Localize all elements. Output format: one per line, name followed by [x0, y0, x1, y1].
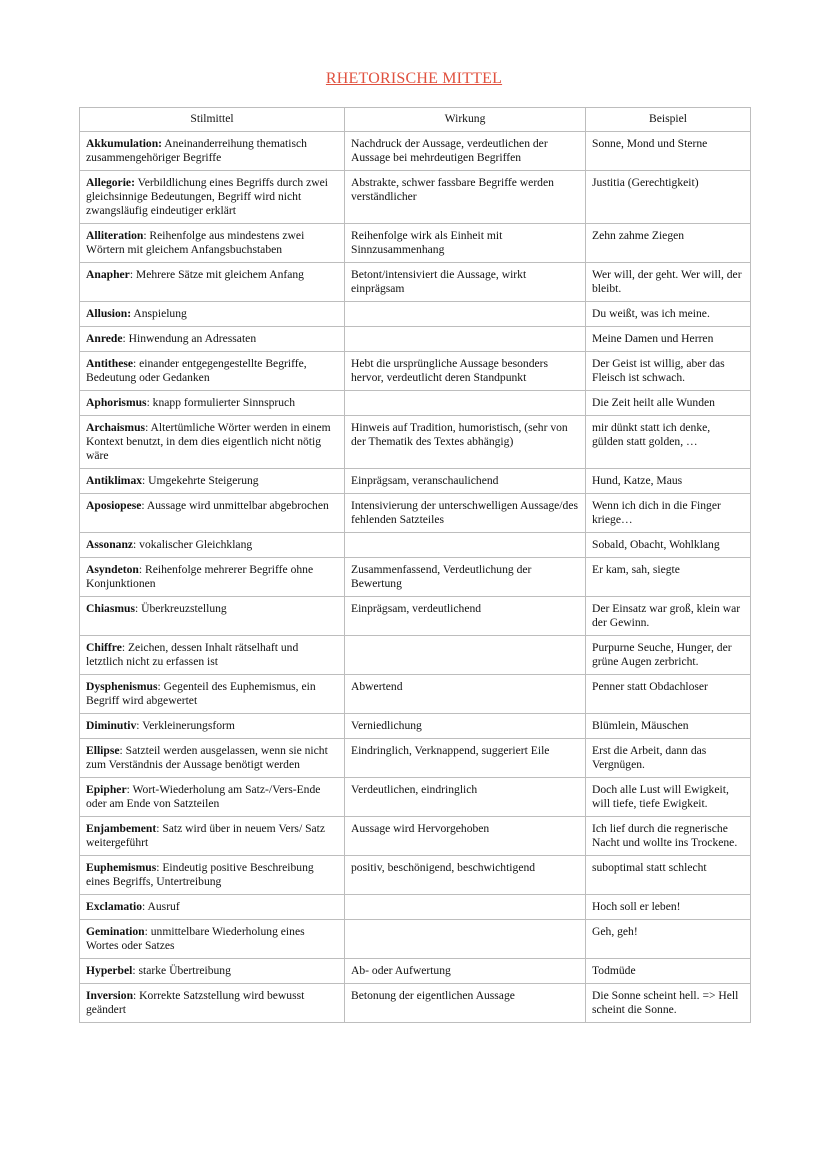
stilmittel-term: Enjambement [86, 822, 157, 835]
stilmittel-term: Asyndeton [86, 563, 139, 576]
stilmittel-cell [80, 675, 345, 714]
stilmittel-term: Allusion: [86, 307, 132, 320]
stilmittel-term: Chiasmus [86, 602, 135, 615]
beispiel-cell: suboptimal statt schlecht [586, 856, 751, 895]
stilmittel-cell [80, 302, 345, 327]
stilmittel-description: : Altertümliche Wörter werden in einem Kontext benutzt, in dem dies eigentlich nicht nötig wäre [86, 421, 331, 462]
table-row [80, 352, 751, 391]
stilmittel-description: Anspielung [131, 307, 187, 320]
table-row [80, 224, 751, 263]
wirkung-cell: Einprägsam, veranschaulichend [345, 469, 586, 494]
stilmittel-description: : Umgekehrte Steigerung [142, 474, 259, 487]
wirkung-cell: Betonung der eigentlichen Aussage [345, 984, 586, 1023]
table-row [80, 636, 751, 675]
stilmittel-term: Gemination [86, 925, 145, 938]
stilmittel-cell [80, 469, 345, 494]
beispiel-cell: Wenn ich dich in die Finger kriege… [586, 494, 751, 533]
stilmittel-cell [80, 959, 345, 984]
stilmittel-description: : Korrekte Satzstellung wird bewusst geändert [86, 989, 305, 1016]
stilmittel-description: : Reihenfolge aus mindestens zwei Wörtern mit gleichem Anfangsbuchstaben [86, 229, 305, 256]
wirkung-cell [345, 533, 586, 558]
stilmittel-term: Allegorie: [86, 176, 135, 189]
stilmittel-term: Dysphenismus [86, 680, 158, 693]
beispiel-cell: Penner statt Obdachloser [586, 675, 751, 714]
beispiel-cell: Geh, geh! [586, 920, 751, 959]
stilmittel-description: : unmittelbare Wiederholung eines Wortes oder Satzes [86, 925, 305, 952]
stilmittel-description: : Satz wird über in neuem Vers/ Satz weitergeführt [86, 822, 326, 849]
page-title: RHETORISCHE MITTEL [325, 70, 503, 87]
wirkung-cell [345, 636, 586, 675]
stilmittel-cell [80, 416, 345, 469]
stilmittel-cell [80, 533, 345, 558]
stilmittel-description: Verbildlichung eines Begriffs durch zwei gleichsinnige Bedeutungen, Begriff wird nicht zwangsläufig eindeutiger erklärt [86, 176, 329, 217]
beispiel-cell: Hund, Katze, Maus [586, 469, 751, 494]
beispiel-cell: Du weißt, was ich meine. [586, 302, 751, 327]
stilmittel-description: : Wort-Wiederholung am Satz-/Vers-Ende oder am Ende von Satzteilen [86, 783, 321, 810]
header-wirkung: Wirkung [345, 108, 586, 132]
table-row [80, 959, 751, 984]
stilmittel-description: : Verkleinerungsform [136, 719, 235, 732]
stilmittel-description: : Satzteil werden ausgelassen, wenn sie nicht zum Verständnis der Aussage benötigt werden [86, 744, 328, 771]
beispiel-cell: Hoch soll er leben! [586, 895, 751, 920]
stilmittel-term: Epipher [86, 783, 127, 796]
wirkung-cell: Eindringlich, Verknappend, suggeriert Eile [345, 739, 586, 778]
wirkung-cell: Reihenfolge wirk als Einheit mit Sinnzusammenhang [345, 224, 586, 263]
beispiel-cell: Der Geist ist willig, aber das Fleisch ist schwach. [586, 352, 751, 391]
beispiel-cell: Justitia (Gerechtigkeit) [586, 171, 751, 224]
stilmittel-description: : Zeichen, dessen Inhalt rätselhaft und letztlich nicht zu erfassen ist [86, 641, 299, 668]
stilmittel-description: : Ausruf [142, 900, 180, 913]
wirkung-cell: Aussage wird Hervorgehoben [345, 817, 586, 856]
header-beispiel: Beispiel [586, 108, 751, 132]
header-stilmittel: Stilmittel [80, 108, 345, 132]
table-row [80, 675, 751, 714]
stilmittel-description: : Mehrere Sätze mit gleichem Anfang [129, 268, 304, 281]
stilmittel-cell [80, 558, 345, 597]
table-row [80, 391, 751, 416]
stilmittel-cell [80, 636, 345, 675]
beispiel-cell: Doch alle Lust will Ewigkeit, will tiefe, tiefe Ewigkeit. [586, 778, 751, 817]
stilmittel-term: Akkumulation: [86, 137, 163, 150]
stilmittel-description: : Aussage wird unmittelbar abgebrochen [141, 499, 329, 512]
stilmittel-description: : knapp formulierter Sinnspruch [146, 396, 295, 409]
beispiel-cell: Sobald, Obacht, Wohlklang [586, 533, 751, 558]
wirkung-cell: positiv, beschönigend, beschwichtigend [345, 856, 586, 895]
stilmittel-cell [80, 327, 345, 352]
stilmittel-term: Euphemismus [86, 861, 157, 874]
stilmittel-cell [80, 171, 345, 224]
table-row [80, 920, 751, 959]
stilmittel-term: Antiklimax [86, 474, 143, 487]
stilmittel-cell [80, 263, 345, 302]
stilmittel-cell [80, 984, 345, 1023]
wirkung-cell: Zusammenfassend, Verdeutlichung der Bewertung [345, 558, 586, 597]
table-row [80, 132, 751, 171]
stilmittel-term: Inversion [86, 989, 134, 1002]
stilmittel-description: : starke Übertreibung [132, 964, 231, 977]
rhetoric-table [79, 107, 751, 1023]
beispiel-cell: Meine Damen und Herren [586, 327, 751, 352]
stilmittel-cell [80, 224, 345, 263]
stilmittel-term: Chiffre [86, 641, 122, 654]
table-row [80, 302, 751, 327]
stilmittel-description: : Überkreuzstellung [134, 602, 227, 615]
stilmittel-term: Aposiopese [86, 499, 142, 512]
beispiel-cell: Er kam, sah, siegte [586, 558, 751, 597]
beispiel-cell: Der Einsatz war groß, klein war der Gewinn. [586, 597, 751, 636]
beispiel-cell: Wer will, der geht. Wer will, der bleibt. [586, 263, 751, 302]
stilmittel-cell [80, 132, 345, 171]
stilmittel-term: Aphorismus [86, 396, 147, 409]
wirkung-cell: Abwertend [345, 675, 586, 714]
stilmittel-cell [80, 494, 345, 533]
stilmittel-description: Aneinanderreihung thematisch zusammengehöriger Begriffe [86, 137, 307, 164]
table-row [80, 817, 751, 856]
stilmittel-description: : Reihenfolge mehrerer Begriffe ohne Konjunktionen [86, 563, 314, 590]
beispiel-cell: Ich lief durch die regnerische Nacht und wollte ins Trockene. [586, 817, 751, 856]
table-row [80, 327, 751, 352]
table-body [80, 132, 751, 1023]
beispiel-cell: Todmüde [586, 959, 751, 984]
stilmittel-description: : Eindeutig positive Beschreibung eines Begriffs, Untertreibung [86, 861, 314, 888]
stilmittel-description: : Hinwendung an Adressaten [122, 332, 257, 345]
wirkung-cell: Intensivierung der unterschwelligen Aussage/des fehlenden Satzteiles [345, 494, 586, 533]
stilmittel-cell [80, 895, 345, 920]
stilmittel-term: Archaismus [86, 421, 146, 434]
stilmittel-cell [80, 739, 345, 778]
stilmittel-cell [80, 352, 345, 391]
wirkung-cell: Betont/intensiviert die Aussage, wirkt einprägsam [345, 263, 586, 302]
stilmittel-cell [80, 920, 345, 959]
stilmittel-term: Anapher [86, 268, 130, 281]
table-row [80, 533, 751, 558]
stilmittel-description: : Gegenteil des Euphemismus, ein Begriff wird abgewertet [86, 680, 316, 707]
stilmittel-term: Hyperbel [86, 964, 133, 977]
wirkung-cell: Ab- oder Aufwertung [345, 959, 586, 984]
table-row [80, 469, 751, 494]
stilmittel-cell [80, 597, 345, 636]
stilmittel-term: Assonanz [86, 538, 134, 551]
wirkung-cell: Verniedlichung [345, 714, 586, 739]
stilmittel-term: Anrede [86, 332, 123, 345]
table-header-row [80, 108, 751, 132]
wirkung-cell [345, 391, 586, 416]
stilmittel-cell [80, 778, 345, 817]
beispiel-cell: Die Sonne scheint hell. => Hell scheint die Sonne. [586, 984, 751, 1023]
table-row [80, 778, 751, 817]
stilmittel-term: Ellipse [86, 744, 120, 757]
wirkung-cell: Verdeutlichen, eindringlich [345, 778, 586, 817]
beispiel-cell: Die Zeit heilt alle Wunden [586, 391, 751, 416]
table-row [80, 416, 751, 469]
table-row [80, 263, 751, 302]
stilmittel-term: Alliteration [86, 229, 144, 242]
beispiel-cell: Zehn zahme Ziegen [586, 224, 751, 263]
table-row [80, 558, 751, 597]
table-row [80, 984, 751, 1023]
wirkung-cell [345, 895, 586, 920]
beispiel-cell: mir dünkt statt ich denke, gülden statt golden, … [586, 416, 751, 469]
table-row [80, 714, 751, 739]
wirkung-cell [345, 920, 586, 959]
stilmittel-cell [80, 817, 345, 856]
beispiel-cell: Sonne, Mond und Sterne [586, 132, 751, 171]
stilmittel-term: Diminutiv [86, 719, 137, 732]
stilmittel-cell [80, 714, 345, 739]
table-row [80, 739, 751, 778]
stilmittel-description: : einander entgegengestellte Begriffe, Bedeutung oder Gedanken [86, 357, 307, 384]
table-row [80, 856, 751, 895]
table-row [80, 171, 751, 224]
wirkung-cell [345, 327, 586, 352]
wirkung-cell: Einprägsam, verdeutlichend [345, 597, 586, 636]
table-row [80, 494, 751, 533]
wirkung-cell: Abstrakte, schwer fassbare Begriffe werden verständlicher [345, 171, 586, 224]
wirkung-cell: Hebt die ursprüngliche Aussage besonders hervor, verdeutlicht deren Standpunkt [345, 352, 586, 391]
stilmittel-term: Exclamatio [86, 900, 143, 913]
wirkung-cell: Nachdruck der Aussage, verdeutlichen der Aussage bei mehrdeutigen Begriffen [345, 132, 586, 171]
beispiel-cell: Erst die Arbeit, dann das Vergnügen. [586, 739, 751, 778]
beispiel-cell: Purpurne Seuche, Hunger, der grüne Augen zerbricht. [586, 636, 751, 675]
beispiel-cell: Blümlein, Mäuschen [586, 714, 751, 739]
table-row [80, 895, 751, 920]
stilmittel-cell [80, 856, 345, 895]
stilmittel-cell [80, 391, 345, 416]
stilmittel-description: : vokalischer Gleichklang [133, 538, 253, 551]
stilmittel-term: Antithese [86, 357, 134, 370]
table-row [80, 597, 751, 636]
wirkung-cell: Hinweis auf Tradition, humoristisch, (sehr von der Thematik des Textes abhängig) [345, 416, 586, 469]
wirkung-cell [345, 302, 586, 327]
